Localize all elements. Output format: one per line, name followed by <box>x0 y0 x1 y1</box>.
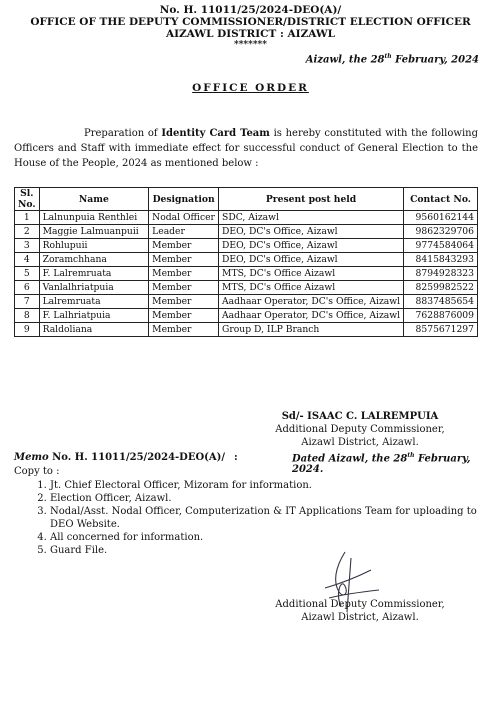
table-row <box>15 295 478 309</box>
cell-sl-no: 9 <box>15 323 40 337</box>
cell-sl-no: 4 <box>15 253 40 267</box>
cell-contact: 8415843293 <box>404 253 478 267</box>
cell-name: Maggie Lalmuanpuii <box>39 225 149 239</box>
cell-name: Rohlupuii <box>39 239 149 253</box>
table-header-row <box>15 188 478 211</box>
copy-list <box>14 479 478 557</box>
cell-name: F. Lalhriatpuia <box>39 309 149 323</box>
table-row <box>15 267 478 281</box>
cell-designation: Leader <box>149 225 219 239</box>
header-designation: Designation <box>149 188 219 211</box>
header-present-post: Present post held <box>219 188 404 211</box>
order-body: Preparation of Identity Card Team is hereby constituted with the following Officers and Staff with immediate effect for successful conduct of General Election to the House of the People, 2024 as mentioned below : <box>14 128 478 169</box>
cell-present-post: MTS, DC's Office Aizawl <box>219 281 404 295</box>
header-stars: ******* <box>234 40 267 50</box>
cell-present-post: DEO, DC's Office, Aizawl <box>219 253 404 267</box>
list-item: 4. All concerned for information. <box>50 531 478 544</box>
table-row <box>15 239 478 253</box>
table-row <box>15 211 478 225</box>
cell-name: Vanlalhriatpuia <box>39 281 149 295</box>
cell-present-post: Aadhaar Operator, DC's Office, Aizawl <box>219 295 404 309</box>
cell-present-post: DEO, DC's Office, Aizawl <box>219 225 404 239</box>
signature-block <box>260 410 460 449</box>
copy-to-label: Copy to : <box>14 466 60 477</box>
cell-sl-no: 8 <box>15 309 40 323</box>
table-row <box>15 225 478 239</box>
cell-designation: Member <box>149 281 219 295</box>
office-name: OFFICE OF THE DEPUTY COMMISSIONER/DISTRICT ELECTION OFFICER <box>30 16 471 28</box>
cell-present-post: MTS, DC's Office Aizawl <box>219 267 404 281</box>
header-contact: Contact No. <box>404 188 478 211</box>
signatory-place: Aizawl District, Aizawl. <box>301 437 419 448</box>
cell-contact: 7628876009 <box>404 309 478 323</box>
cell-name: Raldoliana <box>39 323 149 337</box>
cell-designation: Member <box>149 239 219 253</box>
signatory-designation: Additional Deputy Commissioner, <box>275 424 445 435</box>
table-row <box>15 323 478 337</box>
signatory-designation-2: Additional Deputy Commissioner, <box>275 599 445 610</box>
header-name: Name <box>39 188 149 211</box>
signatory-name: Sd/- ISAAC C. LALREMPUIA <box>281 411 439 422</box>
table-row <box>15 253 478 267</box>
cell-contact: 8259982522 <box>404 281 478 295</box>
order-date: Aizawl, the 28th February, 2024 <box>305 53 479 66</box>
cell-sl-no: 3 <box>15 239 40 253</box>
cell-contact: 9862329706 <box>404 225 478 239</box>
page-title: OFFICE ORDER <box>192 82 309 94</box>
cell-contact: 9774584064 <box>404 239 478 253</box>
cell-present-post: SDC, Aizawl <box>219 211 404 225</box>
table-row <box>15 309 478 323</box>
cell-contact: 8575671297 <box>404 323 478 337</box>
list-item: 2. Election Officer, Aizawl. <box>50 492 478 505</box>
cell-name: Lalremruata <box>39 295 149 309</box>
list-item: 5. Guard File. <box>50 544 478 557</box>
cell-designation: Member <box>149 309 219 323</box>
cell-contact: 8837485654 <box>404 295 478 309</box>
signatory-place-2: Aizawl District, Aizawl. <box>301 612 419 623</box>
team-table <box>14 187 478 337</box>
cell-present-post: Group D, ILP Branch <box>219 323 404 337</box>
cell-contact: 9560162144 <box>404 211 478 225</box>
cell-name: Lalnunpuia Renthlei <box>39 211 149 225</box>
cell-sl-no: 5 <box>15 267 40 281</box>
file-number: No. H. 11011/25/2024-DEO(A)/ <box>159 4 342 16</box>
cell-sl-no: 1 <box>15 211 40 225</box>
cell-sl-no: 7 <box>15 295 40 309</box>
cell-designation: Member <box>149 295 219 309</box>
cell-contact: 8794928323 <box>404 267 478 281</box>
list-item: 3. Nodal/Asst. Nodal Officer, Computerization & IT Applications Team for uploading to DEO Website. <box>50 505 478 531</box>
cell-designation: Member <box>149 253 219 267</box>
cell-designation: Member <box>149 323 219 337</box>
header-sl-no: Sl. No. <box>15 188 40 211</box>
cell-present-post: DEO, DC's Office, Aizawl <box>219 239 404 253</box>
cell-designation: Member <box>149 267 219 281</box>
cell-present-post: Aadhaar Operator, DC's Office, Aizawl <box>219 309 404 323</box>
cell-name: Zoramchhana <box>39 253 149 267</box>
cell-designation: Nodal Officer <box>149 211 219 225</box>
cell-name: F. Lalremruata <box>39 267 149 281</box>
cell-sl-no: 2 <box>15 225 40 239</box>
list-item: 1. Jt. Chief Electoral Officer, Mizoram for information. <box>50 479 478 492</box>
cell-sl-no: 6 <box>15 281 40 295</box>
signature-block-2 <box>260 598 460 624</box>
district-name: AIZAWL DISTRICT : AIZAWL <box>165 28 336 40</box>
memo-line: Memo No. H. 11011/25/2024-DEO(A)/ : Dated Aizawl, the 28th February, 2024. <box>14 452 471 476</box>
table-row <box>15 281 478 295</box>
